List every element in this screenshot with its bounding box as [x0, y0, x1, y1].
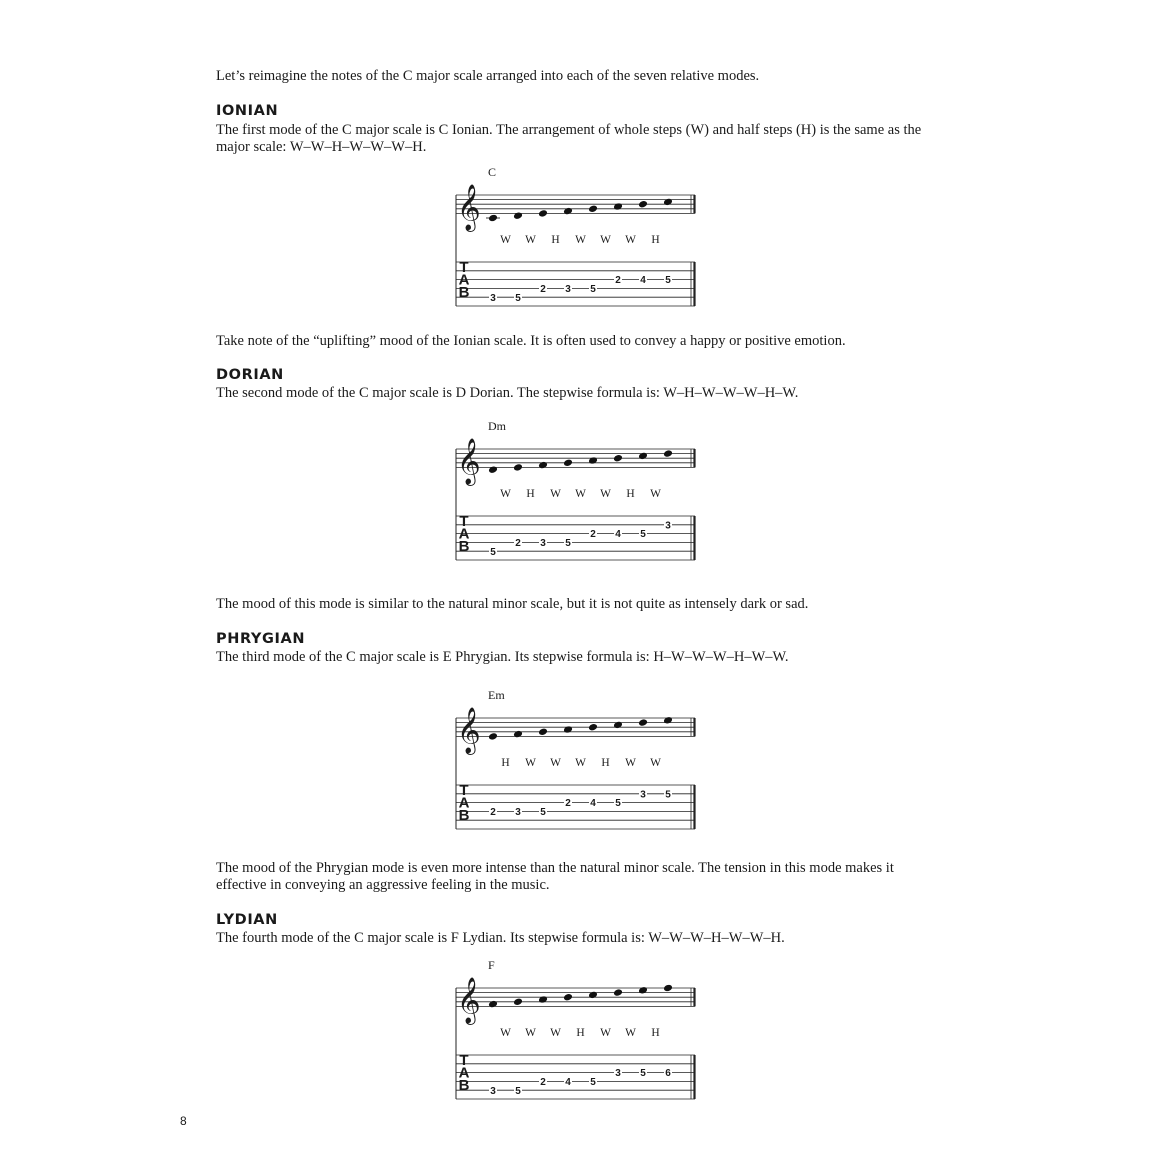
fret-number: 5 — [665, 789, 671, 801]
step-label: W — [525, 1027, 536, 1039]
note-head — [613, 988, 623, 997]
fret-number: 5 — [590, 284, 596, 295]
section-body-ionian: The first mode of the C major scale is C Ionian. The arrangement of whole steps (W) and half steps (H) is the same as the major scale: W–W–H–W–W–W–H. — [216, 122, 922, 155]
step-label: W — [550, 1027, 561, 1039]
note-head — [663, 449, 673, 458]
tab-clef-letter: T — [459, 513, 469, 530]
note-head — [513, 998, 523, 1007]
step-label: W — [550, 757, 561, 769]
step-label: W — [525, 757, 536, 769]
note-head — [588, 456, 598, 465]
note-head — [538, 209, 548, 218]
note-head — [638, 718, 648, 727]
fret-number: 5 — [540, 807, 546, 818]
notation-example-ionian — [454, 163, 698, 309]
step-label: W — [575, 234, 586, 246]
tab-clef-letter: B — [458, 538, 470, 555]
step-label: W — [500, 1027, 511, 1039]
tab-clef-letter: B — [458, 1077, 470, 1094]
fret-number: 2 — [540, 1077, 546, 1088]
fret-number: 3 — [540, 538, 546, 549]
note-head — [663, 716, 673, 725]
tab-clef-letter: B — [458, 807, 470, 824]
fret-number: 5 — [665, 275, 671, 287]
step-label: W — [600, 488, 611, 500]
step-label: H — [576, 1027, 585, 1039]
chord-symbol: C — [488, 165, 497, 179]
tab-clef-letter: A — [458, 1064, 470, 1082]
note-head — [638, 452, 648, 461]
tab-clef-letter: T — [459, 782, 469, 799]
section-heading-lydian: LYDIAN — [216, 912, 278, 928]
step-label: H — [601, 757, 610, 769]
tab-clef-letter: T — [459, 259, 469, 276]
step-label: W — [600, 234, 611, 246]
fret-number: 4 — [590, 798, 596, 810]
treble-clef-icon: 𝄞 — [457, 438, 481, 485]
note-head — [513, 211, 523, 220]
step-label: H — [551, 234, 560, 246]
fret-number: 3 — [565, 284, 571, 295]
fret-number: 2 — [615, 275, 621, 287]
intro-paragraph: Let’s reimagine the notes of the C major scale arranged into each of the seven relative modes. — [216, 68, 760, 84]
step-label: H — [626, 488, 635, 500]
section-note-ionian: Take note of the “uplifting” mood of the Ionian scale. It is often used to convey a happy or positive emotion. — [216, 333, 846, 349]
note-head — [538, 728, 548, 737]
section-note-phrygian: The mood of the Phrygian mode is even more intense than the natural minor scale. The tension in this mode makes it effective in conveying an aggressive feeling in the music. — [216, 860, 894, 893]
tab-clef-letter: A — [458, 525, 470, 543]
fret-number: 3 — [490, 292, 496, 304]
notation-example-dorian — [454, 417, 698, 563]
fret-number: 6 — [665, 1068, 671, 1080]
treble-clef-icon: 𝄞 — [457, 184, 481, 231]
fret-number: 5 — [515, 292, 521, 304]
note-head — [563, 207, 573, 216]
chord-symbol: Em — [488, 688, 505, 702]
note-head — [488, 1000, 498, 1009]
note-head — [488, 465, 498, 474]
step-label: W — [650, 757, 661, 769]
step-label: W — [625, 1027, 636, 1039]
fret-number: 5 — [490, 546, 496, 558]
scale-figure — [454, 956, 698, 1102]
step-label: W — [550, 488, 561, 500]
fret-number: 3 — [640, 789, 646, 801]
tab-clef-letter: A — [458, 794, 470, 812]
fret-number: 2 — [540, 284, 546, 295]
note-head — [588, 723, 598, 732]
fret-number: 5 — [640, 529, 646, 541]
scale-figure — [454, 163, 698, 309]
fret-number: 5 — [590, 1077, 596, 1088]
step-label: W — [625, 234, 636, 246]
fret-number: 5 — [640, 1068, 646, 1080]
step-label: H — [501, 757, 510, 769]
fret-number: 2 — [590, 529, 596, 541]
note-head — [613, 202, 623, 211]
treble-clef-icon: 𝄞 — [457, 707, 481, 754]
section-heading-phrygian: PHRYGIAN — [216, 631, 306, 647]
notation-example-phrygian — [454, 686, 698, 832]
section-body-phrygian: The third mode of the C major scale is E Phrygian. Its stepwise formula is: H–W–W–W–H–W–W. — [216, 649, 789, 665]
step-label: H — [651, 234, 660, 246]
step-label: W — [600, 1027, 611, 1039]
step-label: H — [651, 1027, 660, 1039]
section-body-dorian: The second mode of the C major scale is D Dorian. The stepwise formula is: W–H–W–W–W–H–W. — [216, 385, 799, 401]
treble-clef-icon: 𝄞 — [457, 977, 481, 1024]
section-heading-dorian: DORIAN — [216, 367, 284, 383]
section-heading-ionian: IONIAN — [216, 103, 279, 119]
fret-number: 3 — [615, 1068, 621, 1080]
step-label: W — [650, 488, 661, 500]
note-head — [513, 730, 523, 739]
note-head — [563, 725, 573, 734]
scale-figure — [454, 417, 698, 563]
fret-number: 5 — [615, 798, 621, 810]
note-head — [563, 459, 573, 468]
note-head — [638, 200, 648, 209]
note-head — [613, 454, 623, 463]
note-head — [588, 991, 598, 1000]
fret-number: 4 — [615, 529, 621, 541]
note-head — [563, 993, 573, 1002]
step-label: W — [575, 757, 586, 769]
fret-number: 4 — [565, 1077, 571, 1088]
fret-number: 3 — [665, 520, 671, 532]
step-label: W — [575, 488, 586, 500]
note-head — [513, 463, 523, 472]
step-label: W — [500, 488, 511, 500]
note-head — [613, 721, 623, 730]
fret-number: 2 — [490, 807, 496, 818]
step-label: W — [500, 234, 511, 246]
note-head — [588, 205, 598, 214]
note-head — [638, 986, 648, 995]
fret-number: 2 — [565, 798, 571, 810]
chord-symbol: F — [488, 958, 495, 972]
fret-number: 3 — [515, 807, 521, 818]
note-head — [488, 214, 498, 223]
notation-example-lydian — [454, 956, 698, 1102]
note-head — [663, 198, 673, 207]
fret-number: 3 — [490, 1085, 496, 1097]
note-head — [538, 995, 548, 1004]
tab-clef-letter: A — [458, 271, 470, 289]
scale-figure — [454, 686, 698, 832]
note-head — [488, 732, 498, 741]
note-head — [538, 461, 548, 470]
section-note-dorian: The mood of this mode is similar to the natural minor scale, but it is not quite as intensely dark or sad. — [216, 596, 809, 612]
section-body-lydian: The fourth mode of the C major scale is F Lydian. Its stepwise formula is: W–W–W–H–W–W–H. — [216, 930, 785, 946]
fret-number: 2 — [515, 538, 521, 549]
step-label: H — [526, 488, 535, 500]
tab-clef-letter: B — [458, 284, 470, 301]
fret-number: 5 — [565, 538, 571, 549]
fret-number: 5 — [515, 1085, 521, 1097]
fret-number: 4 — [640, 275, 646, 287]
step-label: W — [625, 757, 636, 769]
note-head — [663, 984, 673, 993]
chord-symbol: Dm — [488, 419, 506, 433]
step-label: W — [525, 234, 536, 246]
tab-clef-letter: T — [459, 1052, 469, 1069]
page-number: 8 — [180, 1114, 187, 1128]
